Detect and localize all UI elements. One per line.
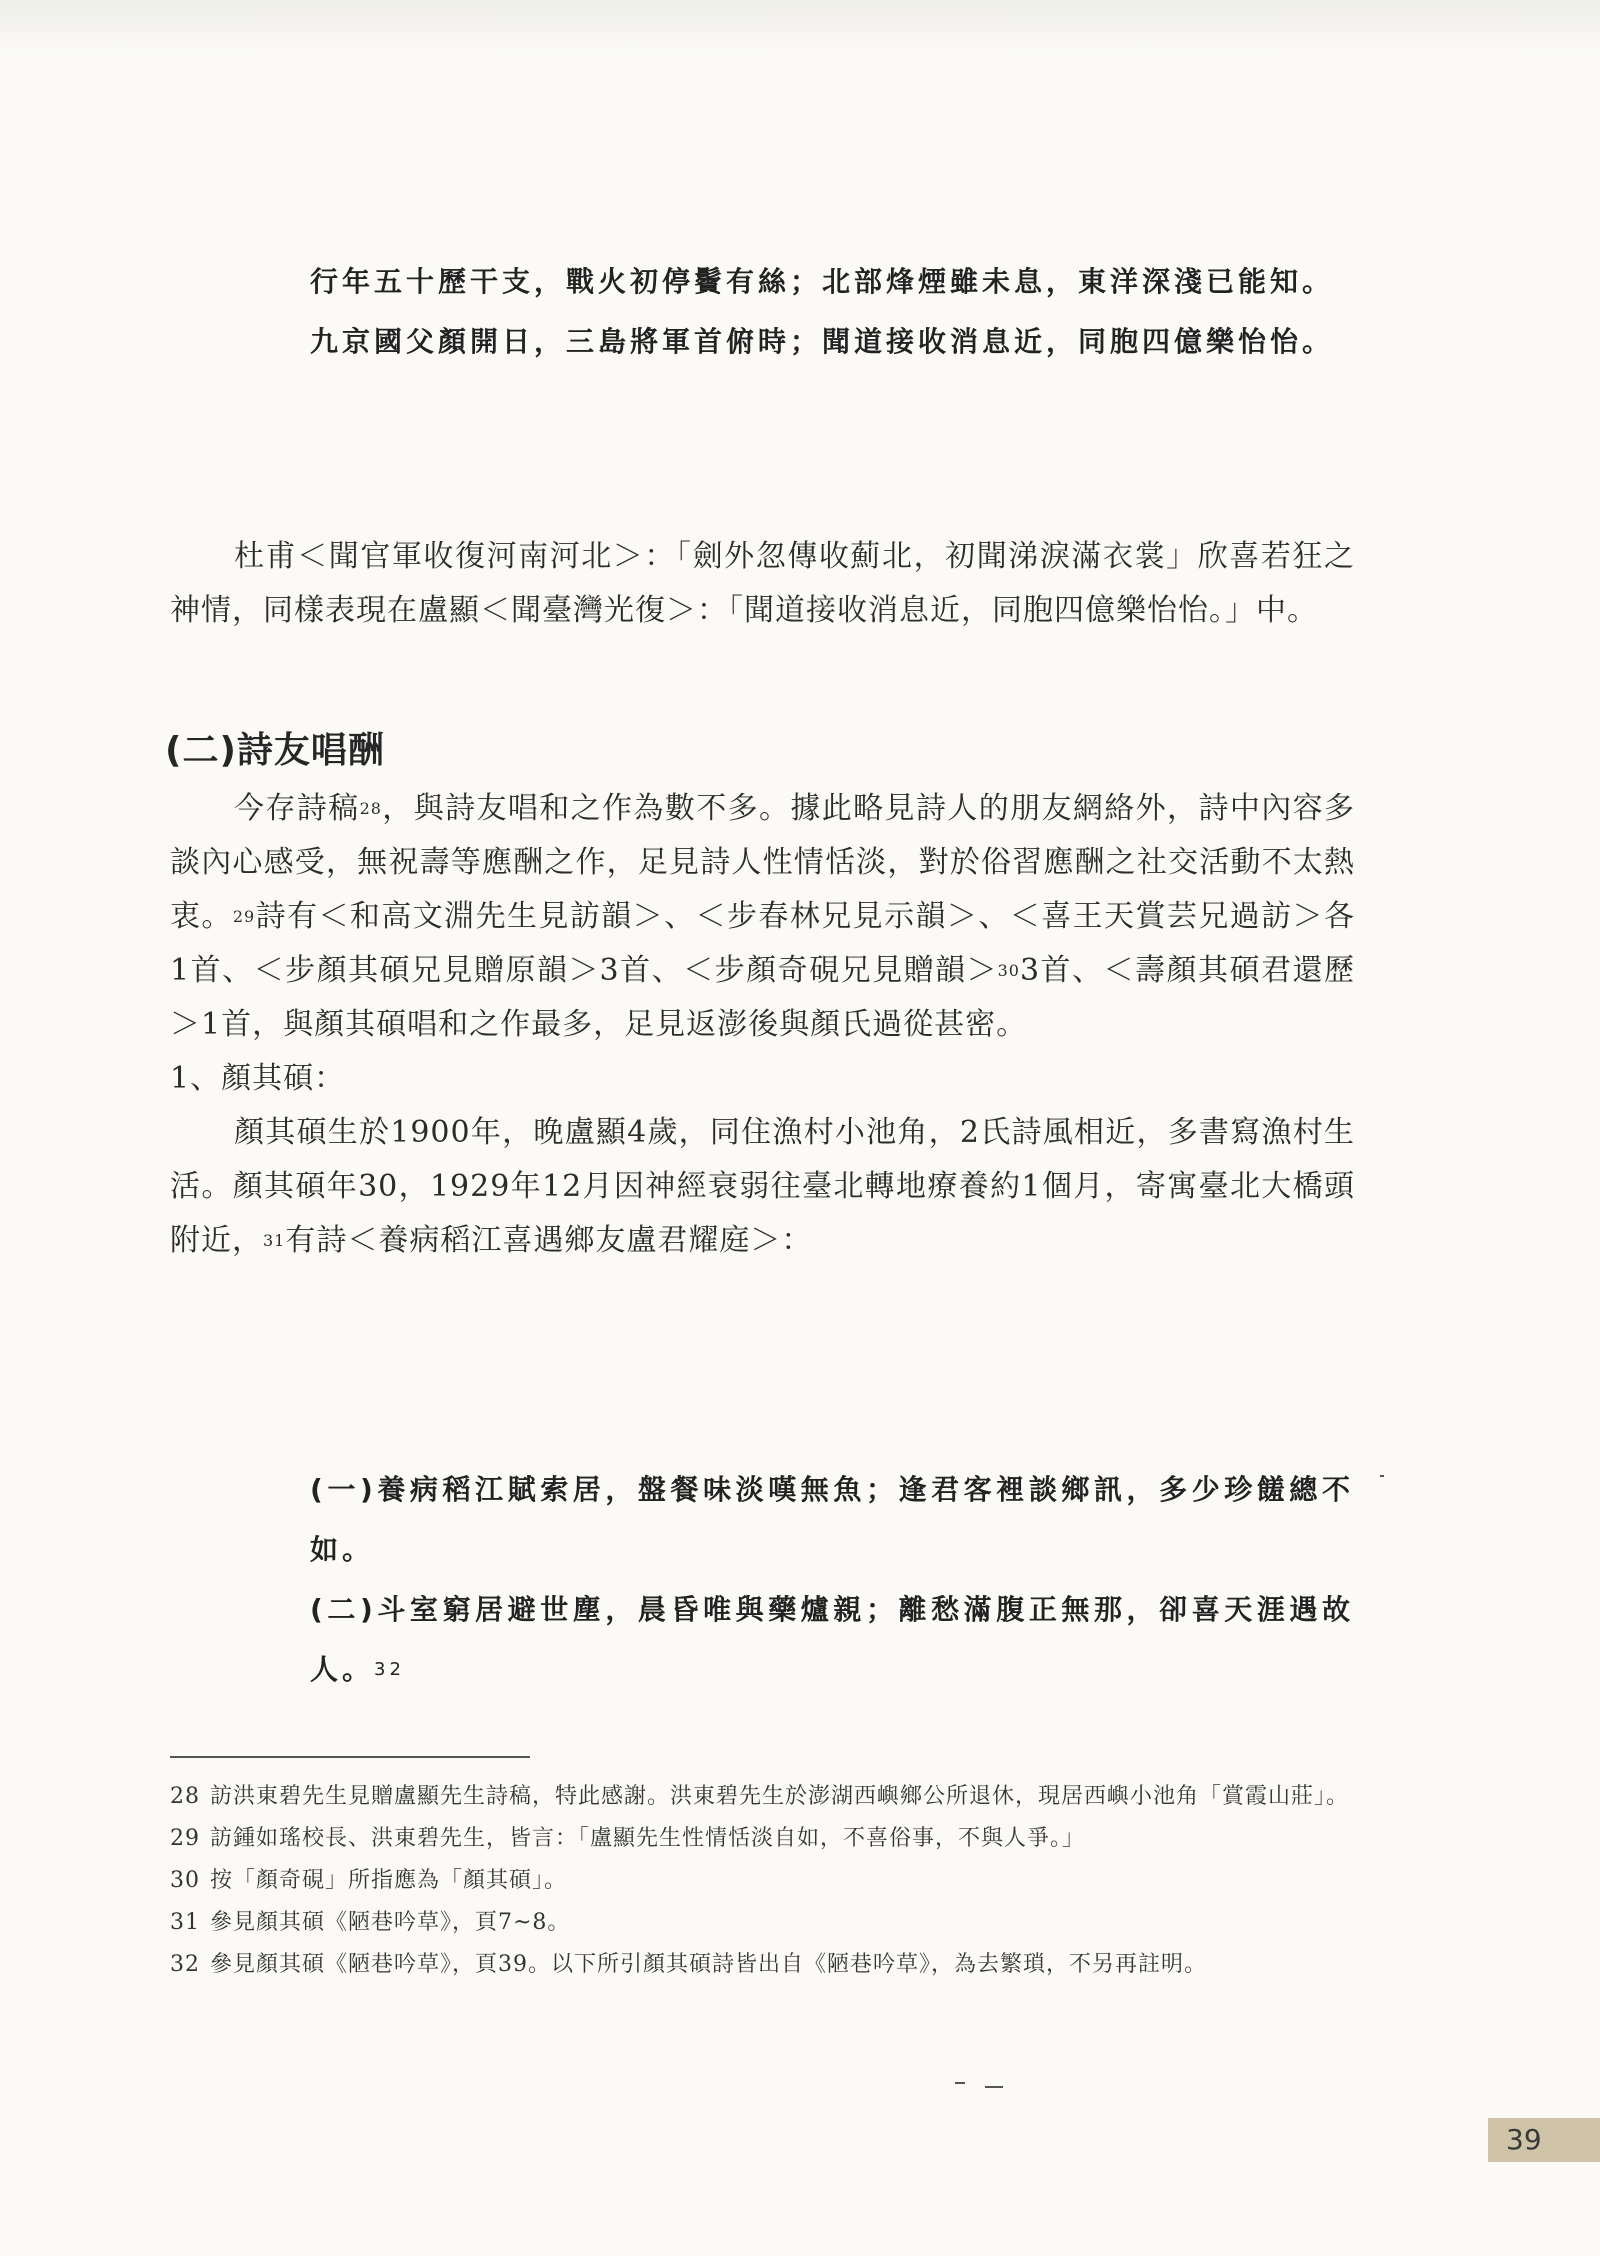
paragraph-yan-qishuo (170, 1106, 1355, 1268)
poem-1-line-1: 行年五十歷干支，戰火初停鬢有絲；北部烽煙雖未息，東洋深淺已能知。 (310, 265, 1335, 298)
scan-speck (955, 2082, 965, 2084)
footnote-text: 訪鍾如瑤校長、洪東碧先生，皆言：「盧顯先生性情恬淡自如，不喜俗事，不與人爭。」 (210, 1826, 1086, 1851)
paragraph-dufu-comparison (170, 530, 1355, 638)
footnote-ref-31[interactable]: 31 (263, 1231, 286, 1250)
footnote-item (170, 1820, 1360, 1858)
footnote-text: 參見顏其碩《陋巷吟草》，頁39。以下所引顏其碩詩皆出自《陋巷吟草》，為去繁瑣，不另再註明。 (210, 1952, 1207, 1977)
footnote-item (170, 1904, 1360, 1942)
footnote-text: 訪洪東碧先生見贈盧顯先生詩稿，特此感謝。洪東碧先生於澎湖西嶼鄉公所退休，現居西嶼小池角「賞霞山莊」。 (210, 1784, 1350, 1809)
paragraph-poet-friends (170, 782, 1355, 1268)
poem-2-line-1: (一)養病稻江賦索居，盤餐味淡嘆無魚；逢君客裡談鄉訊，多少珍饈總不如。 (310, 1473, 1354, 1566)
page-number-tab (1488, 2118, 1600, 2162)
footnotes (170, 1778, 1360, 1988)
poem-block-1 (310, 252, 1354, 372)
paragraph-text: 杜甫＜聞官軍收復河南河北＞：「劍外忽傳收薊北，初聞涕淚滿衣裳」欣喜若狂之神情，同樣表現在盧顯＜聞臺灣光復＞：「聞道接收消息近，同胞四億樂怡怡。」中。 (170, 539, 1355, 628)
text-run: 詩有＜和高文淵先生見訪韻＞、＜步春林兄見示韻＞、＜喜王天賞芸兄過訪＞各1首、＜步顏其碩兄見贈原韻＞3首、＜步顏奇硯兄見贈韻＞ (170, 899, 1356, 988)
text-run: 有詩＜養病稻江喜遇鄉友盧君耀庭＞： (285, 1223, 813, 1258)
footnote-ref-28[interactable]: 28 (359, 799, 382, 818)
text-run: 3首、＜壽顏其碩君還歷＞1首，與顏其碩唱和之作最多，足見返澎後與顏氏過從甚密。 (170, 953, 1355, 1042)
footnote-ref-32[interactable]: 32 (374, 1659, 405, 1680)
text-run: 今存詩稿 (234, 791, 360, 826)
footnote-ref-29[interactable]: 29 (232, 907, 256, 926)
subheading-yan-qishuo: 1、顏其碩： (170, 1061, 346, 1096)
poem-block-2 (310, 1460, 1354, 1700)
footnote-number: 31 (170, 1910, 200, 1935)
text-run: 顏其碩生於1900年，晚盧顯4歲，同住漁村小池角，2氏詩風相近，多書寫漁村生活。顏其碩年30，1929年12月因神經衰弱往臺北轉地療養約1個月，寄寓臺北大橋頭附近， (170, 1115, 1355, 1258)
footnote-item (170, 1862, 1360, 1900)
footnote-text: 按「顏奇硯」所指應為「顏其碩」。 (210, 1868, 568, 1893)
footnote-number: 28 (170, 1784, 200, 1809)
footnote-number: 30 (170, 1868, 200, 1893)
page-number: 39 (1506, 2123, 1542, 2156)
paragraph-text (170, 782, 1355, 1052)
scan-speck (1380, 1475, 1384, 1477)
footnote-item (170, 1946, 1360, 1984)
text-run: ，與詩友唱和之作為數不多。據此略見詩人的朋友網絡外，詩中內容多談內心感受，無祝壽等應酬之作，足見詩人性情恬淡，對於俗習應酬之社交活動不太熱衷。 (170, 791, 1356, 934)
scan-top-shadow (0, 0, 1600, 52)
footnote-divider (170, 1756, 530, 1758)
section-heading: (二)詩友唱酬 (165, 730, 385, 771)
footnote-text: 參見顏其碩《陋巷吟草》，頁7~8。 (210, 1910, 571, 1935)
footnote-number: 32 (170, 1952, 200, 1977)
footnote-number: 29 (170, 1826, 200, 1851)
footnote-ref-30[interactable]: 30 (997, 961, 1020, 980)
poem-2-line-2 (310, 1580, 1354, 1700)
scan-speck (985, 2086, 1003, 2088)
poem-1-line-2: 九京國父顏開日，三島將軍首俯時；聞道接收消息近，同胞四億樂怡怡。 (310, 325, 1335, 358)
text-run: (二)斗室窮居避世塵，晨昏唯與藥爐親；離愁滿腹正無那，卻喜天涯遇故人。 (310, 1593, 1354, 1686)
footnote-item (170, 1778, 1360, 1816)
